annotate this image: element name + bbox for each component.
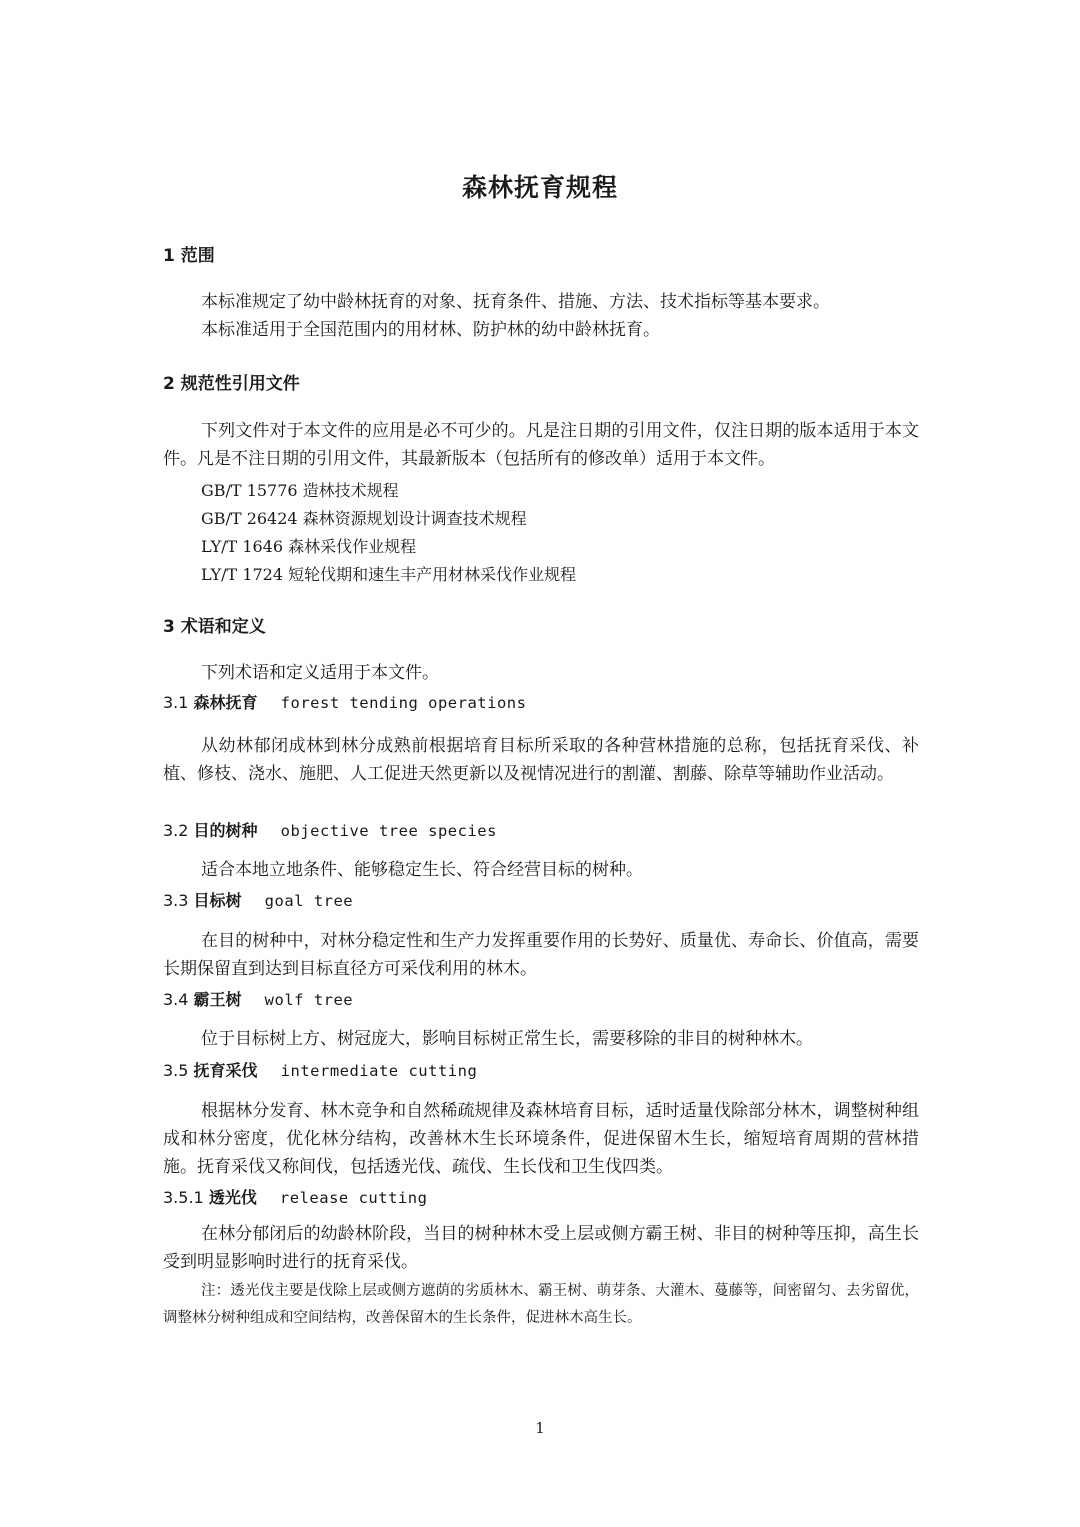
section-heading-terms: 3 术语和定义 bbox=[163, 617, 266, 637]
term-definition: 从幼林郁闭成林到林分成熟前根据培育目标所采取的各种营林措施的总称，包括抚育采伐、补植、修枝、浇水、施肥、人工促进天然更新以及视情况进行的割灌、割藤、除草等辅助作业活动。 bbox=[163, 736, 919, 784]
term-number: 3.3 bbox=[163, 891, 189, 910]
references-intro: 下列文件对于本文件的应用是必不可少的。凡是注日期的引用文件，仅注日期的版本适用于本文件。凡是不注日期的引用文件，其最新版本（包括所有的修改单）适用于本文件。 bbox=[163, 421, 919, 469]
term-chinese: 抚育采伐 bbox=[193, 1061, 258, 1080]
term-english: release cutting bbox=[279, 1189, 428, 1207]
reference-item: GB/T 26424 森林资源规划设计调查技术规程 bbox=[201, 509, 527, 528]
terms-intro: 下列术语和定义适用于本文件。 bbox=[201, 663, 439, 683]
term-heading bbox=[163, 690, 526, 713]
scope-paragraph-1: 本标准规定了幼中龄林抚育的对象、抚育条件、措施、方法、技术指标等基本要求。 bbox=[201, 292, 830, 312]
section-heading-references: 2 规范性引用文件 bbox=[163, 374, 300, 394]
scope-paragraph-2: 本标准适用于全国范围内的用材林、防护林的幼中龄林抚育。 bbox=[201, 320, 660, 340]
term-chinese: 透光伐 bbox=[208, 1188, 257, 1207]
reference-item: LY/T 1724 短轮伐期和速生丰产用材林采伐作业规程 bbox=[201, 565, 577, 584]
term-chinese: 目的树种 bbox=[193, 821, 258, 840]
term-definition: 位于目标树上方、树冠庞大，影响目标树正常生长，需要移除的非目的树种林木。 bbox=[201, 1029, 813, 1049]
section-heading-scope: 1 范围 bbox=[163, 246, 215, 266]
page-number: 1 bbox=[535, 1419, 545, 1437]
document-title: 森林抚育规程 bbox=[461, 173, 618, 202]
term-number: 3.1 bbox=[163, 693, 189, 712]
term-english: intermediate cutting bbox=[280, 1062, 478, 1080]
term-number: 3.5.1 bbox=[163, 1188, 204, 1207]
term-number: 3.4 bbox=[163, 990, 189, 1009]
term-heading bbox=[163, 987, 353, 1010]
reference-item: LY/T 1646 森林采伐作业规程 bbox=[201, 537, 417, 556]
term-english: forest tending operations bbox=[280, 694, 527, 712]
term-heading bbox=[163, 1058, 477, 1081]
term-definition: 根据林分发育、林木竞争和自然稀疏规律及森林培育目标，适时适量伐除部分林木，调整树种组成和林分密度，优化林分结构，改善林木生长环境条件，促进保留木生长，缩短培育周期的营林措施。抚育采伐又称间伐，包括透光伐、疏伐、生长伐和卫生伐四类。 bbox=[163, 1101, 919, 1177]
term-chinese: 霸王树 bbox=[193, 990, 242, 1009]
term-note: 注：透光伐主要是伐除上层或侧方遮荫的劣质林木、霸王树、萌芽条、大灌木、蔓藤等，间密留匀、去劣留优，调整林分树种组成和空间结构，改善保留木的生长条件，促进林木高生长。 bbox=[163, 1283, 919, 1326]
term-english: goal tree bbox=[264, 892, 354, 910]
term-english: objective tree species bbox=[280, 822, 497, 840]
term-definition: 在目的树种中，对林分稳定性和生产力发挥重要作用的长势好、质量优、寿命长、价值高，需要长期保留直到达到目标直径方可采伐利用的林木。 bbox=[163, 931, 919, 979]
term-definition: 在林分郁闭后的幼龄林阶段，当目的树种林木受上层或侧方霸王树、非目的树种等压抑，高生长受到明显影响时进行的抚育采伐。 bbox=[163, 1224, 919, 1272]
term-heading bbox=[163, 818, 497, 841]
term-definition: 适合本地立地条件、能够稳定生长、符合经营目标的树种。 bbox=[201, 860, 643, 880]
term-heading bbox=[163, 1185, 427, 1208]
term-heading bbox=[163, 888, 353, 911]
term-chinese: 目标树 bbox=[193, 891, 242, 910]
term-english: wolf tree bbox=[264, 991, 354, 1009]
term-chinese: 森林抚育 bbox=[193, 693, 258, 712]
term-number: 3.2 bbox=[163, 821, 189, 840]
term-number: 3.5 bbox=[163, 1061, 189, 1080]
reference-item: GB/T 15776 造林技术规程 bbox=[201, 481, 399, 500]
